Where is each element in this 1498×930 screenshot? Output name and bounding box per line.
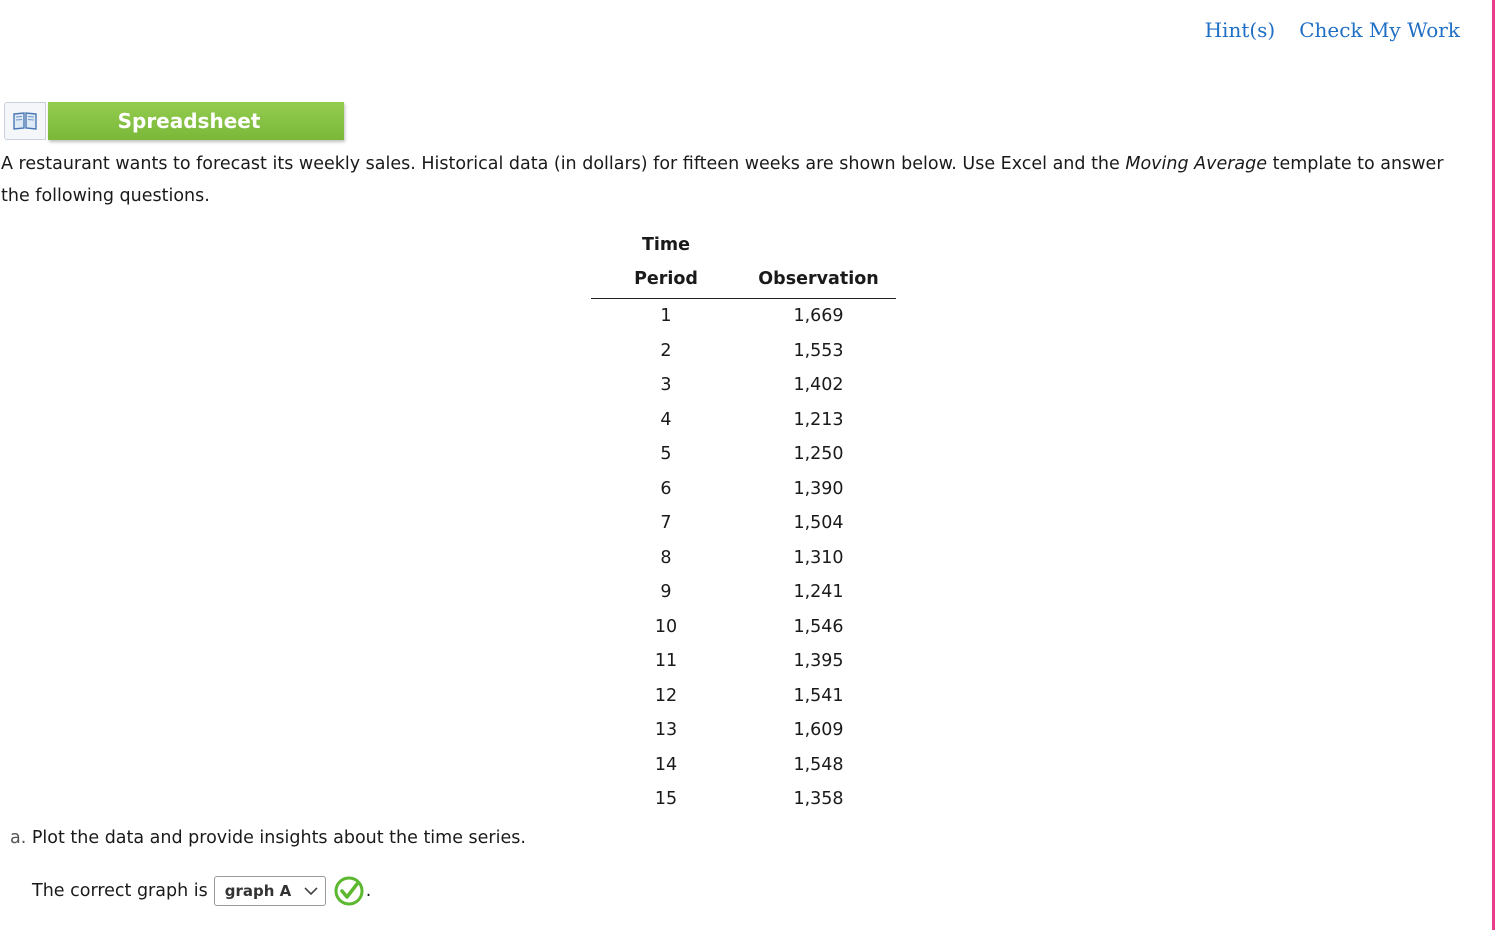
intro-text-end: template to answer the following questions. <box>1 154 1444 206</box>
table-row <box>591 541 896 576</box>
header-period-line1: Time <box>641 235 691 255</box>
intro-paragraph <box>1 148 1461 212</box>
observation-cell: 1,241 <box>793 582 844 603</box>
question-a-letter: a. <box>10 828 27 848</box>
observation-cell: 1,402 <box>793 375 844 396</box>
answer-suffix: . <box>365 881 372 901</box>
data-table <box>591 228 896 817</box>
period-cell: 13 <box>654 720 678 741</box>
spreadsheet-tab-label[interactable]: Spreadsheet <box>48 102 344 140</box>
table-row <box>591 472 896 507</box>
period-cell: 14 <box>654 754 678 775</box>
book-icon <box>12 111 38 131</box>
observation-cell: 1,548 <box>793 754 844 775</box>
observation-cell: 1,504 <box>793 513 844 534</box>
observation-cell: 1,669 <box>793 306 844 327</box>
table-row <box>591 644 896 679</box>
header-observation: Observation <box>741 262 896 299</box>
graph-select-value: graph A <box>224 882 292 900</box>
table-row <box>591 299 896 334</box>
question-a-text: Plot the data and provide insights about the time series. <box>26 828 526 848</box>
period-cell: 4 <box>660 409 672 430</box>
period-cell: 10 <box>654 616 678 637</box>
answer-prefix: The correct graph is <box>32 881 208 901</box>
observation-cell: 1,250 <box>793 444 844 465</box>
table-row <box>591 782 896 817</box>
observation-cell: 1,390 <box>793 478 844 499</box>
period-cell: 7 <box>660 513 672 534</box>
period-cell: 5 <box>660 444 672 465</box>
table-row <box>591 334 896 369</box>
table-row <box>591 679 896 714</box>
answer-line <box>32 868 371 914</box>
intro-text-start: A restaurant wants to forecast its weekly sales. Historical data (in dollars) for fifteen weeks are shown below. Use Excel and the <box>1 154 1126 174</box>
period-cell: 9 <box>660 582 672 603</box>
table-row <box>591 368 896 403</box>
period-cell: 15 <box>654 789 678 810</box>
graph-select[interactable] <box>214 876 326 906</box>
period-cell: 12 <box>654 685 678 706</box>
table-row <box>591 748 896 783</box>
table-row <box>591 575 896 610</box>
hints-link[interactable]: Hint(s) <box>1204 18 1276 42</box>
period-cell: 2 <box>660 340 672 361</box>
period-cell: 1 <box>660 306 672 327</box>
spreadsheet-tab[interactable] <box>4 102 344 142</box>
table-row <box>591 713 896 748</box>
observation-cell: 1,310 <box>793 547 844 568</box>
intro-template-name: Moving Average <box>1125 154 1268 174</box>
table-row <box>591 403 896 438</box>
period-cell: 3 <box>660 375 672 396</box>
table-row <box>591 437 896 472</box>
right-edge-rule <box>1492 0 1495 930</box>
observation-cell: 1,395 <box>793 651 844 672</box>
period-cell: 11 <box>654 651 678 672</box>
observation-cell: 1,609 <box>793 720 844 741</box>
book-icon-box[interactable] <box>4 102 46 140</box>
observation-cell: 1,553 <box>793 340 844 361</box>
check-circle-icon <box>332 874 366 908</box>
observation-cell: 1,358 <box>793 789 844 810</box>
table-row <box>591 506 896 541</box>
period-cell: 8 <box>660 547 672 568</box>
top-links <box>1205 18 1460 42</box>
table-body <box>591 299 896 817</box>
observation-cell: 1,546 <box>793 616 844 637</box>
check-my-work-link[interactable]: Check My Work <box>1299 18 1460 42</box>
chevron-down-icon <box>303 886 319 896</box>
question-a <box>10 828 526 848</box>
table-row <box>591 610 896 645</box>
observation-cell: 1,213 <box>793 409 844 430</box>
observation-cell: 1,541 <box>793 685 844 706</box>
period-cell: 6 <box>660 478 672 499</box>
header-period-line2: Period <box>591 262 741 299</box>
